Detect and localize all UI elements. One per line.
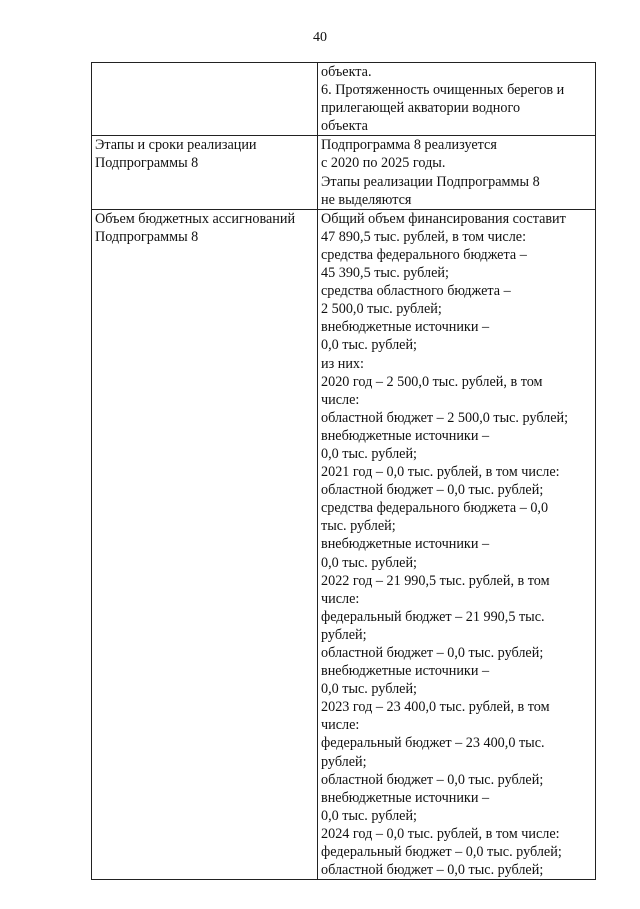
row-label-cell [92,136,318,209]
row-content-line: областной бюджет – 0,0 тыс. рублей; [321,771,544,788]
row-content-line: областной бюджет – 0,0 тыс. рублей; [321,862,544,879]
row-content-line: 2022 год – 21 990,5 тыс. рублей, в том [321,572,550,589]
row-content-line: 2023 год – 23 400,0 тыс. рублей, в том [321,699,550,716]
row-content-line: из них: [321,355,364,372]
row-content-line: внебюджетные источники – [321,663,490,680]
row-content-line: 2021 год – 0,0 тыс. рублей, в том числе: [321,464,560,481]
row-content-line: внебюджетные источники – [321,536,490,553]
row-label-line: Этапы и сроки реализации [95,137,257,154]
subprogram-passport-table [91,62,596,880]
page-number: 40 [313,30,327,45]
row-content-cell [318,63,596,136]
row-content-line: Общий объем финансирования составит [321,210,566,227]
row-content-line: 6. Протяженность очищенных берегов и [321,82,565,99]
row-content-line: рублей; [321,626,367,643]
row-content-line: 0,0 тыс. рублей; [321,445,417,462]
row-content-line: объекта [321,118,368,135]
row-content-cell [318,136,596,209]
row-content-cell [318,209,596,879]
row-content-line: с 2020 по 2025 годы. [321,155,446,172]
row-content-line: федеральный бюджет – 0,0 тыс. рублей; [321,844,562,861]
row-content-line: прилегающей акватории водного [321,100,521,117]
row-content-line: числе: [321,590,360,607]
table-body [92,63,596,880]
row-content-line: числе: [321,391,360,408]
row-content-line: 0,0 тыс. рублей; [321,337,417,354]
row-content-line: тыс. рублей; [321,518,396,535]
row-content-line: внебюджетные источники – [321,319,490,336]
row-label-line: Подпрограммы 8 [95,155,199,172]
row-content-line: областной бюджет – 0,0 тыс. рублей; [321,645,544,661]
table-row [92,136,596,209]
row-content-line: объекта. [321,64,372,80]
row-content-line: рублей; [321,753,367,770]
row-content-line: числе: [321,717,360,734]
row-content-line: не выделяются [321,191,412,208]
row-content-line: 45 390,5 тыс. рублей; [321,265,449,282]
row-content-line: Этапы реализации Подпрограммы 8 [321,173,540,190]
row-content-line: 0,0 тыс. рублей; [321,554,417,571]
row-content-line: средства федерального бюджета – 0,0 [321,500,549,517]
row-content-line: 0,0 тыс. рублей; [321,681,417,698]
row-content-line: внебюджетные источники – [321,427,490,444]
row-content-line: Подпрограмма 8 реализуется [321,137,497,154]
row-content-line: федеральный бюджет – 21 990,5 тыс. [321,608,545,625]
row-content-line: средства областного бюджета – [321,283,511,300]
row-content-line: областной бюджет – 2 500,0 тыс. рублей; [321,409,569,426]
row-content-line: 2024 год – 0,0 тыс. рублей, в том числе: [321,825,560,842]
row-content-line: 0,0 тыс. рублей; [321,807,417,824]
row-content-line: 2020 год – 2 500,0 тыс. рублей, в том [321,373,543,390]
row-content-line: 2 500,0 тыс. рублей; [321,301,442,318]
row-content-line: средства федерального бюджета – [321,246,527,263]
row-content-line: областной бюджет – 0,0 тыс. рублей; [321,482,544,499]
row-label-line: Подпрограммы 8 [95,228,199,245]
table-row [92,209,596,879]
row-label-line: Объем бюджетных ассигнований [95,210,296,227]
row-content-line: 47 890,5 тыс. рублей, в том числе: [321,228,527,245]
row-label-cell [92,63,318,136]
table-row [92,63,596,136]
row-content-line: федеральный бюджет – 23 400,0 тыс. [321,735,545,752]
row-content-line: внебюджетные источники – [321,789,490,806]
row-label-cell [92,209,318,879]
